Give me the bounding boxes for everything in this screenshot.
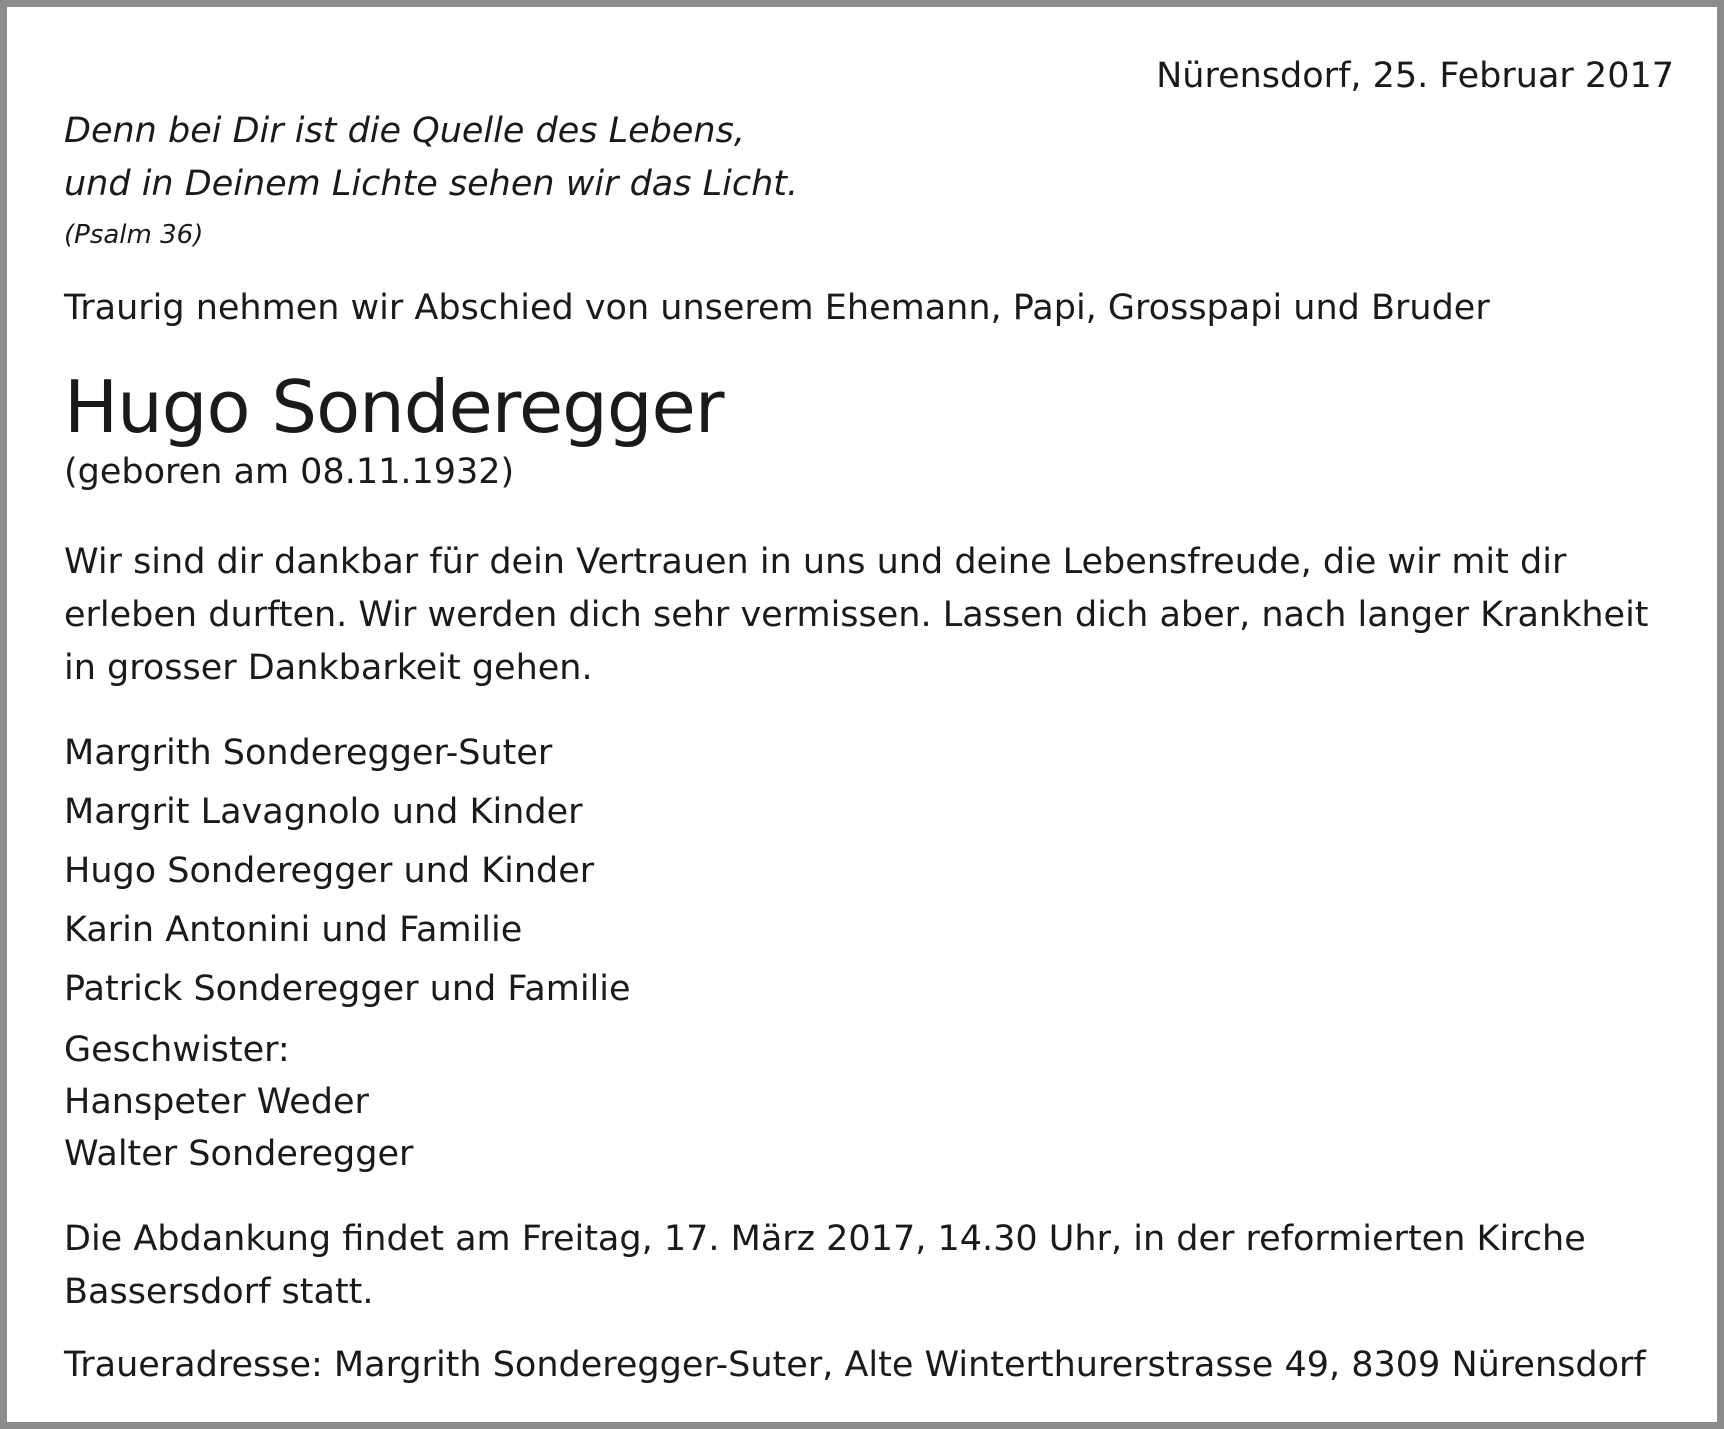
mourner-item: Karin Antonini und Familie xyxy=(64,910,523,950)
tribute-text xyxy=(64,536,1674,695)
tribute-line-1: Wir sind dir dankbar für dein Vertrauen in uns und deine Lebensfreude, die wir mit dir xyxy=(64,542,1567,582)
sibling-name: Hanspeter Weder xyxy=(64,1082,369,1122)
mourner-item: Hugo Sonderegger und Kinder xyxy=(64,851,595,891)
siblings-block xyxy=(64,1024,413,1180)
tribute-line-2: erleben durften. Wir werden dich sehr vermissen. Lassen dich aber, nach langer Krankheit xyxy=(64,595,1649,635)
place-date: Nürensdorf, 25. Februar 2017 xyxy=(1156,56,1674,96)
mourner-item: Margrith Sonderegger-Suter xyxy=(64,733,553,773)
intro-text: Traurig nehmen wir Abschied von unserem Ehemann, Papi, Grosspapi und Bruder xyxy=(64,288,1490,328)
quote-line-1: Denn bei Dir ist die Quelle des Lebens, xyxy=(64,111,745,151)
quote-source: (Psalm 36) xyxy=(64,220,204,250)
deceased-name: Hugo Sonderegger xyxy=(64,365,724,449)
mourning-address: Traueradresse: Margrith Sonderegger-Suter, Alte Winterthurerstrasse 49, 8309 Nürensdorf xyxy=(64,1345,1646,1385)
funeral-info xyxy=(64,1213,1674,1319)
funeral-line-1: Die Abdankung findet am Freitag, 17. März 2017, 14.30 Uhr, in der reformierten Kirche xyxy=(64,1219,1586,1259)
mourners-list xyxy=(64,724,631,1019)
mourner-item: Patrick Sonderegger und Familie xyxy=(64,969,631,1009)
psalm-quote xyxy=(64,105,798,211)
mourner-item: Margrit Lavagnolo und Kinder xyxy=(64,792,583,832)
quote-line-2: und in Deinem Lichte sehen wir das Licht. xyxy=(64,164,799,204)
funeral-line-2: Bassersdorf statt. xyxy=(64,1272,374,1312)
tribute-line-3: in grosser Dankbarkeit gehen. xyxy=(64,648,593,688)
siblings-label: Geschwister: xyxy=(64,1030,290,1070)
sibling-name: Walter Sonderegger xyxy=(64,1134,414,1174)
birth-date: (geboren am 08.11.1932) xyxy=(64,452,515,492)
